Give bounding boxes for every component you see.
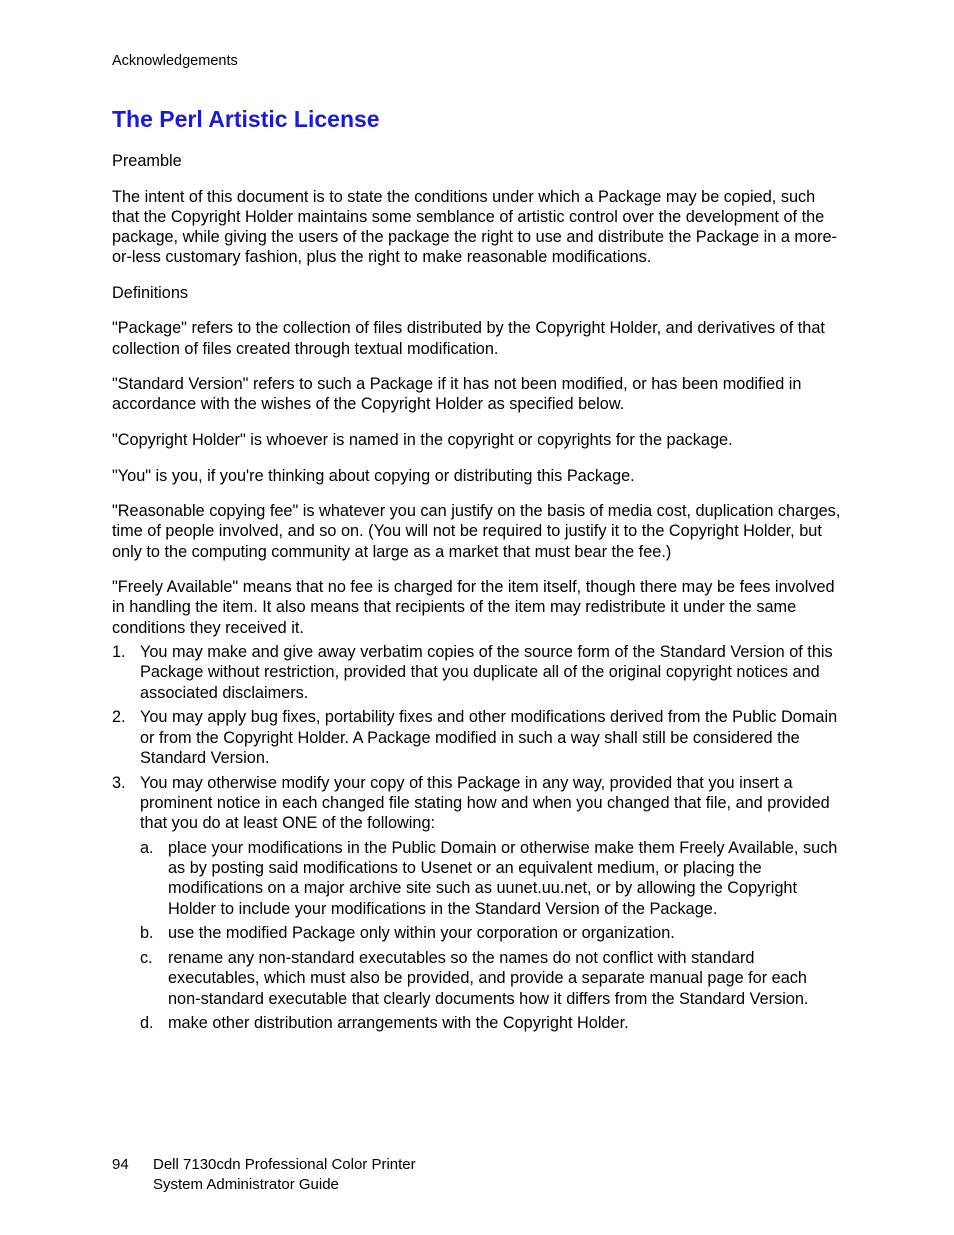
definitions-heading: Definitions bbox=[112, 283, 189, 302]
page-title: The Perl Artistic License bbox=[112, 106, 380, 132]
clause-text: You may apply bug fixes, portability fixes and other modifications derived from the Public Domain or from the Copyright Holder. A Package modified in such a way shall still be considered the Standard Version. bbox=[140, 708, 838, 767]
page-number: 94 bbox=[112, 1156, 129, 1173]
sub-clause-text: rename any non-standard executables so the names do not conflict with standard executables, which must also be provided, and provide a separate manual page for each non-standard executable that clearly documents how it differs from the Standard Version. bbox=[168, 949, 809, 1008]
sub-clause-text: make other distribution arrangements with the Copyright Holder. bbox=[168, 1014, 629, 1033]
footer-guide-name: System Administrator Guide bbox=[153, 1175, 339, 1193]
clause-text: You may make and give away verbatim copies of the source form of the Standard Version of this Package without restriction, provided that you duplicate all of the original copyright notices and associated disclaimers. bbox=[140, 643, 833, 702]
definition-standard-version: "Standard Version" refers to such a Package if it has not been modified, or has been modified in accordance with the wishes of the Copyright Holder as specified below. bbox=[112, 375, 802, 414]
running-header: Acknowledgements bbox=[112, 53, 238, 69]
sub-clause-letter: a. bbox=[140, 838, 154, 857]
footer-document-info bbox=[153, 1155, 416, 1194]
footer-product-line: Dell 7130cdn Professional Color Printer bbox=[153, 1156, 416, 1173]
sub-clause-letter: d. bbox=[140, 1014, 154, 1033]
definition-freely-available: "Freely Available" means that no fee is charged for the item itself, though there may be fees involved in handling the item. It also means that recipients of the item may redistribute it under the same conditions they received it. bbox=[112, 578, 835, 637]
license-clauses bbox=[112, 642, 844, 1038]
definition-reasonable-copying-fee: "Reasonable copying fee" is whatever you can justify on the basis of media cost, duplication charges, time of people involved, and so on. (You will not be required to justify it to the Copyright Holder, but only to the computing community at large as a market that must bear the fee.) bbox=[112, 502, 841, 561]
clause-number: 3. bbox=[112, 773, 126, 792]
sub-clause-text: use the modified Package only within your corporation or organization. bbox=[168, 924, 675, 943]
preamble-heading: Preamble bbox=[112, 152, 182, 170]
sub-clause-text: place your modifications in the Public Domain or otherwise make them Freely Available, such as by posting said modifications to Usenet or an equivalent medium, or placing the modifications on a major archive site such as uunet.uu.net, or by allowing the Copyright Holder to include your modifications in the Standard Version of the Package. bbox=[168, 838, 838, 918]
sub-clause-list bbox=[140, 838, 844, 1034]
preamble-text: The intent of this document is to state the conditions under which a Package may be copied, such that the Copyright Holder maintains some semblance of artistic control over the development of the package, while giving the users of the package the right to use and distribute the Package in a more-or-less customary fashion, plus the right to make reasonable modifications. bbox=[112, 187, 837, 267]
clause-text: You may otherwise modify your copy of this Package in any way, provided that you insert a prominent notice in each changed file stating how and when you changed that file, and provided that you do at least ONE of the following: bbox=[140, 773, 830, 833]
definition-copyright-holder: "Copyright Holder" is whoever is named in the copyright or copyrights for the package. bbox=[112, 430, 733, 449]
definition-you: "You" is you, if you're thinking about copying or distributing this Package. bbox=[112, 466, 635, 485]
clause-body bbox=[140, 773, 844, 1038]
sub-clause-item bbox=[140, 838, 844, 919]
sub-clause-item bbox=[140, 948, 844, 1009]
document-body bbox=[112, 151, 844, 1043]
clause-number: 2. bbox=[112, 708, 126, 727]
definition-package: "Package" refers to the collection of files distributed by the Copyright Holder, and derivatives of that collection of files created through textual modification. bbox=[112, 319, 825, 358]
clause-item bbox=[112, 707, 844, 768]
page-footer bbox=[112, 1155, 416, 1194]
clause-item bbox=[112, 773, 844, 1038]
sub-clause-letter: b. bbox=[140, 924, 154, 943]
clause-item bbox=[112, 642, 844, 703]
clause-number: 1. bbox=[112, 643, 126, 662]
sub-clause-item bbox=[140, 923, 844, 943]
sub-clause-letter: c. bbox=[140, 949, 153, 968]
sub-clause-item bbox=[140, 1013, 844, 1033]
